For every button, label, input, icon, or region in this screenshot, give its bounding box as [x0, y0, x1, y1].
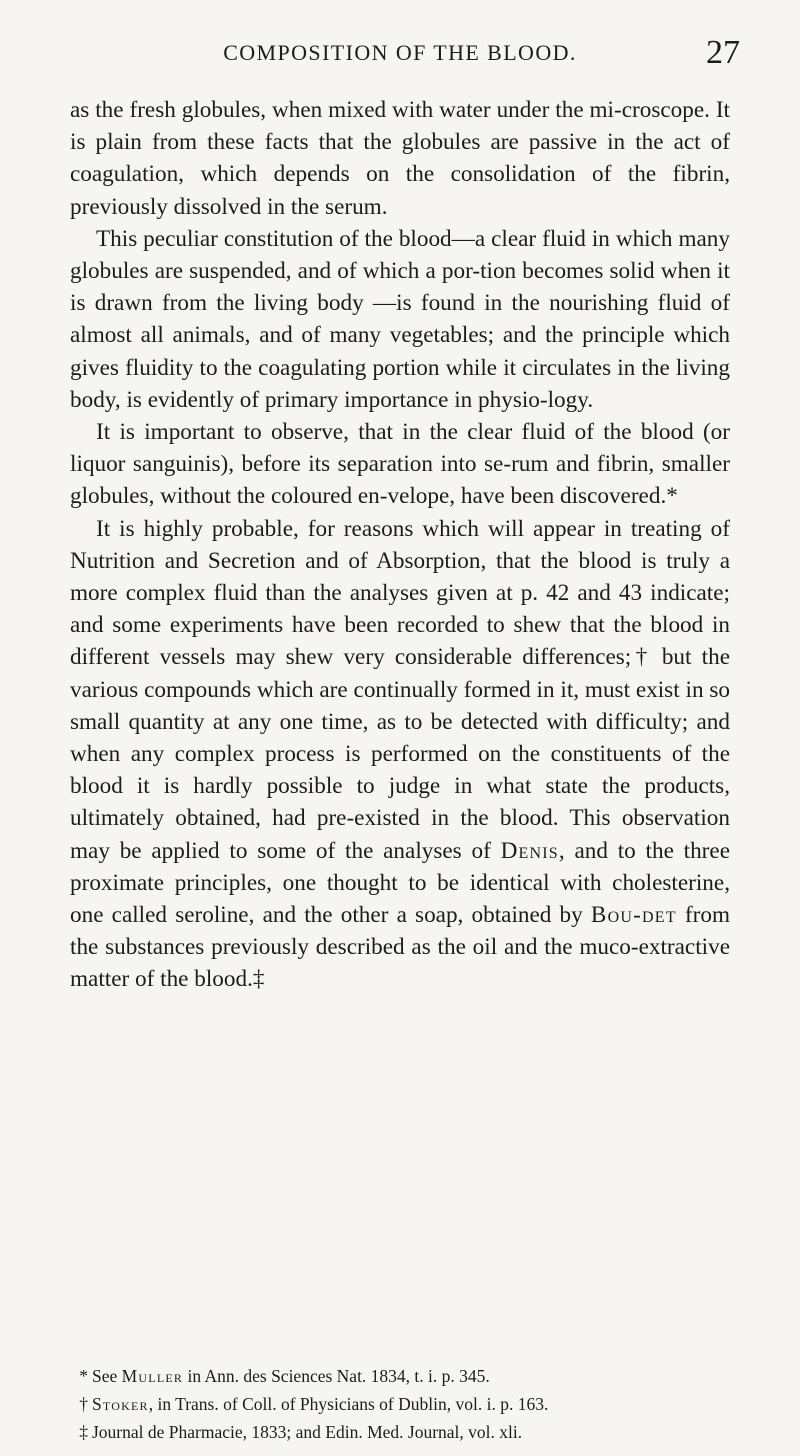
footnotes: [70, 1362, 730, 1446]
footnote: [70, 1390, 730, 1418]
footnote: [70, 1418, 730, 1446]
footnote-mark: *: [79, 1366, 88, 1386]
author-name-boudet: Bou-det: [590, 902, 677, 929]
body-text: [70, 94, 730, 996]
paragraph-continued: as the fresh globules, when mixed with water under the mi-croscope. It is plain from these facts that the globules are passive in the act of coagulation, which depends on the consolidation of the fibrin, previously dissolved in the serum.: [70, 97, 730, 220]
running-head: [60, 34, 740, 78]
footnote-author: Muller: [121, 1366, 184, 1386]
footnote-mark: †: [79, 1394, 88, 1414]
footnote-mark: ‡: [79, 1422, 88, 1442]
paragraph-text: It is highly probable, for reasons which will appear in treating of Nutrition and Secretion and of Absorption, that the blood is truly a more complex fluid than the analyses given at p. 42 and 43 indicate; and some experiments have been recorded to shew that the blood in different vessels may shew very considerable differences;† but the various compounds which are continually formed in it, must exist in so small quantity at any one time, as to be detected with difficulty; and when any complex process is performed on the constituents of the blood it is hardly possible to judge in what state the products, ultimately obtained, had pre-existed in the blood. This observation may be applied to some of the analyses of: [70, 515, 730, 864]
footnote-text: Journal de Pharmacie, 1833; and Edin. Med. Journal, vol. xli.: [92, 1422, 523, 1442]
paragraph-text: , and to the three proximate principles, one thought to be identical with cholesterine, one called seroline, and the other a soap, obtained by: [70, 837, 730, 929]
paragraph-liquor-sanguinis: It is important to observe, that in the clear fluid of the blood (or liquor sanguinis), before its separation into se-rum and fibrin, smaller globules, without the coloured en-velope, have been discovered.*: [70, 419, 730, 510]
running-title: COMPOSITION OF THE BLOOD.: [223, 40, 577, 65]
footnote-text: in Ann. des Sciences Nat. 1834, t. i. p. 345.: [183, 1366, 490, 1386]
footnote-author: Stoker: [92, 1394, 149, 1414]
footnote-text: See: [92, 1366, 122, 1386]
paragraph-blood-constitution: This peculiar constitution of the blood—a clear fluid in which many globules are suspended, and of which a por-tion becomes solid when it is drawn from the living body —is found in the nourishing fluid of almost all animals, and of many vegetables; and the principle which gives fluidity to the coagulating portion while it circulates in the living body, is evidently of primary importance in physio-logy.: [70, 225, 730, 413]
footnote-text: , in Trans. of Coll. of Physicians of Dublin, vol. i. p. 163.: [148, 1394, 549, 1414]
paragraph-text: from the substances previously described as the oil and the muco-extractive matter of the blood.‡: [70, 902, 730, 993]
author-name-denis: Denis: [500, 837, 559, 864]
page-number: 27: [706, 34, 740, 71]
paragraph-complex-fluid: [70, 513, 730, 996]
footnote: [70, 1362, 730, 1390]
